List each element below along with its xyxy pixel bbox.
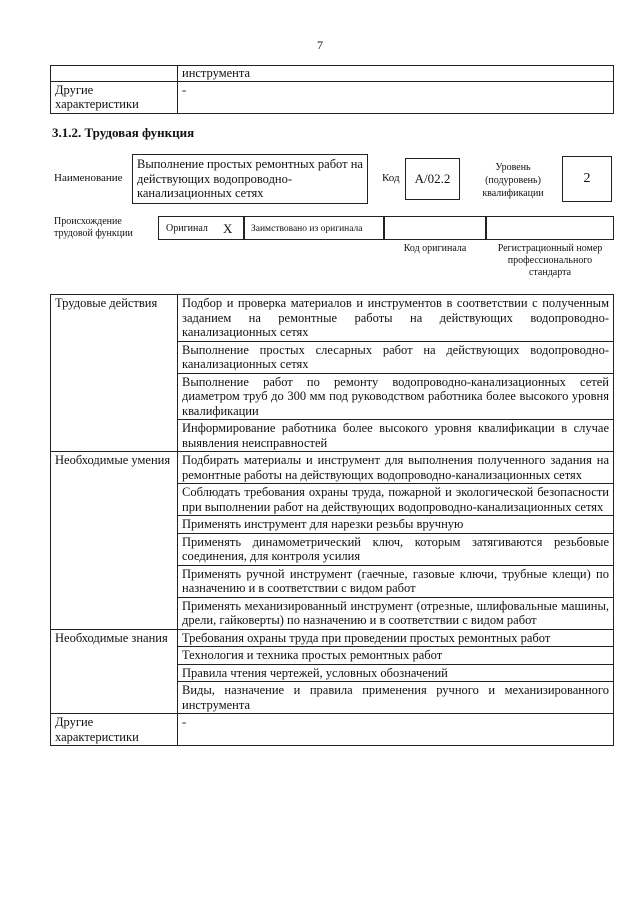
original-cell <box>158 216 244 240</box>
row-item: Правила чтения чертежей, условных обозначений <box>178 664 614 682</box>
row-item: Применять инструмент для нарезки резьбы вручную <box>178 516 614 534</box>
row-item: - <box>178 714 614 746</box>
reg-number-caption: Регистрационный номер профессионального стандарта <box>497 243 603 278</box>
level-box <box>562 156 612 202</box>
row-item: Требования охраны труда при проведении простых ремонтных работ <box>178 629 614 647</box>
row-item: Виды, назначение и правила применения ручного и механизированного инструмента <box>178 682 614 714</box>
table-cell-label <box>51 66 178 82</box>
borrowed-label: Заимствовано из оригинала <box>251 224 363 234</box>
table-cell-value: - <box>178 81 614 113</box>
reg-number-cell <box>486 216 614 240</box>
origin-row <box>158 216 614 240</box>
labor-function-table <box>50 294 614 746</box>
page-number: 7 <box>317 38 323 52</box>
level-value: 2 <box>583 171 591 186</box>
row-item: Подбор и проверка материалов и инструментов в соответствии с полученным заданием на ремонтные работы на действующих водопроводно-канализационных сетях <box>178 295 614 342</box>
level-label: Уровень (подуровень) квалификации <box>482 162 544 199</box>
row-item: Соблюдать требования охраны труда, пожарной и экологической безопасности при выполнении работ на действующих водопроводно-канализационных сетях <box>178 484 614 516</box>
row-group-label: Необходимые знания <box>51 629 178 714</box>
table-row <box>51 714 614 746</box>
table-row <box>51 452 614 484</box>
table-cell-label: Другие характеристики <box>51 81 178 113</box>
row-group-label: Другие характеристики <box>51 714 178 746</box>
original-mark: X <box>223 221 233 236</box>
code-box <box>405 158 460 200</box>
name-label: Наименование <box>54 172 123 184</box>
borrowed-cell <box>244 216 384 240</box>
row-item: Применять ручной инструмент (гаечные, газовые ключи, трубные клещи) по назначению и в соответствии с видом работ <box>178 565 614 597</box>
row-item: Выполнение работ по ремонту водопроводно-канализационных сетей диаметром труб до 300 мм под руководством работника более высокого уровня квалификации <box>178 373 614 420</box>
function-name: Выполнение простых ремонтных работ на действующих водопроводно-канализационных сетях <box>137 157 363 200</box>
code-original-caption: Код оригинала <box>403 243 467 254</box>
row-item: Выполнение простых слесарных работ на действующих водопроводно-канализационных сетях <box>178 341 614 373</box>
row-item: Технология и техника простых ремонтных работ <box>178 647 614 665</box>
original-label: Оригинал <box>166 223 208 234</box>
origin-label: Происхождение трудовой функции <box>54 216 133 239</box>
row-group-label: Трудовые действия <box>51 295 178 452</box>
row-item: Применять механизированный инструмент (отрезные, шлифовальные машины, дрели, гайковерты) по назначению и в соответствии с видом работ <box>178 597 614 629</box>
code-original-cell <box>384 216 486 240</box>
table-row <box>51 81 614 113</box>
table-row <box>51 66 614 82</box>
row-item: Подбирать материалы и инструмент для выполнения полученного задания на ремонтные работы на действующих водопроводно-канализационных сетях <box>178 452 614 484</box>
table-cell-value: инструмента <box>178 66 614 82</box>
code-value: А/02.2 <box>414 171 451 186</box>
code-label: Код <box>382 172 400 184</box>
table-row <box>51 295 614 342</box>
row-item: Применять динамометрический ключ, которым затягиваются резьбовые соединения, для контроля усилия <box>178 533 614 565</box>
function-name-box <box>132 154 368 204</box>
table-row <box>51 629 614 647</box>
row-item: Информирование работника более высокого уровня квалификации в случае выявления неисправностей <box>178 420 614 452</box>
continuation-table <box>50 65 614 114</box>
section-heading: 3.1.2. Трудовая функция <box>52 125 195 140</box>
row-group-label: Необходимые умения <box>51 452 178 630</box>
